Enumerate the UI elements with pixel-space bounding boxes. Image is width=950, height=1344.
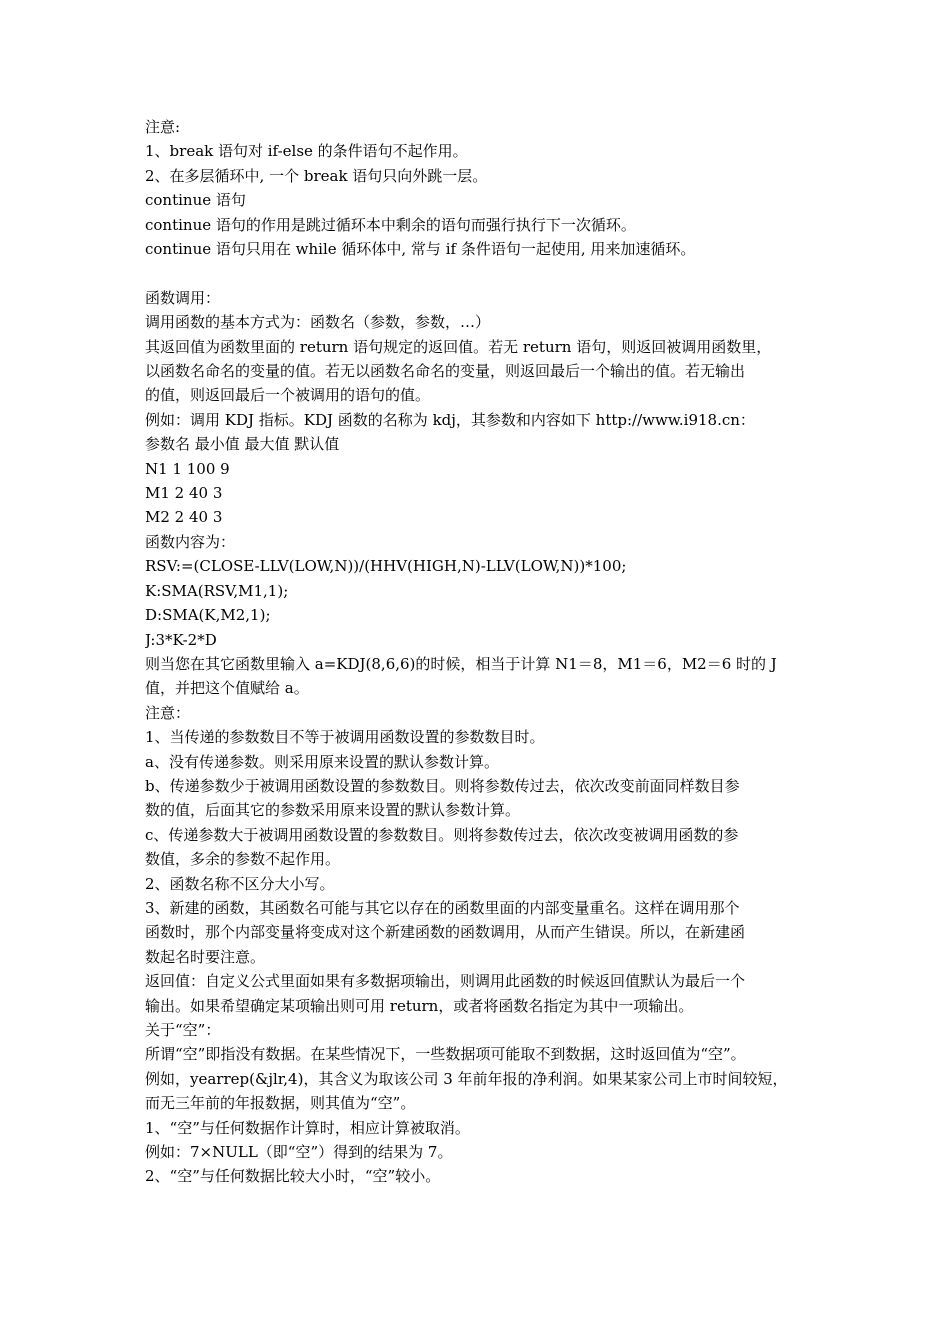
text-line: 1、“空”与任何数据作计算时，相应计算被取消。 (145, 1118, 470, 1137)
text-line: 其返回值为函数里面的 return 语句规定的返回值。若无 return 语句，则返回被调用函数里， (145, 337, 772, 356)
blank-line (145, 261, 813, 285)
text-line: continue 语句只用在 while 循环体中, 常与 if 条件语句一起使用, 用来加速循环。 (145, 240, 696, 259)
param-row: M2 2 40 3 (145, 508, 223, 527)
text-line: continue 语句 (145, 191, 246, 210)
text-line: 返回值：自定义公式里面如果有多数据项输出，则调用此函数的时候返回值默认为最后一个 (145, 972, 746, 991)
text-line: 2、函数名称不区分大小写。 (145, 874, 335, 893)
text-line: 则当您在其它函数里输入 a=KDJ(8,6,6)的时候，相当于计算 N1＝8，M1＝6，M2＝6 时的 J (145, 654, 777, 673)
text-line: c、传递参数大于被调用函数设置的参数数目。则将参数传过去，依次改变被调用函数的参 (145, 825, 739, 844)
text-line: 数值，多余的参数不起作用。 (145, 850, 341, 869)
param-table-header: 参数名 最小值 最大值 默认值 (145, 435, 340, 454)
formula-line: K:SMA(RSV,M1,1); (145, 581, 289, 600)
text-line: 函数内容为： (145, 532, 236, 551)
text-line: b、传递参数少于被调用函数设置的参数数目。则将参数传过去，依次改变前面同样数目参 (145, 776, 740, 795)
text-line: 值，并把这个值赋给 a。 (145, 679, 309, 698)
text-line: 函数时，那个内部变量将变成对这个新建函数的函数调用，从而产生错误。所以，在新建函 (145, 923, 746, 942)
text-line: 的值，则返回最后一个被调用的语句的值。 (145, 386, 431, 405)
text-line: 2、“空”与任何数据比较大小时，“空”较小。 (145, 1167, 441, 1186)
text-line: 2、在多层循环中, 一个 break 语句只向外跳一层。 (145, 166, 488, 185)
text-line: 调用函数的基本方式为：函数名（参数，参数，…） (145, 313, 491, 332)
formula-line: D:SMA(K,M2,1); (145, 606, 271, 625)
text-line: 3、新建的函数，其函数名可能与其它以存在的函数里面的内部变量重名。这样在调用那个 (145, 898, 740, 917)
text-line: 输出。如果希望确定某项输出则可用 return，或者将函数名指定为其中一项输出。 (145, 996, 694, 1015)
formula-line: J:3*K-2*D (145, 630, 217, 649)
formula-line: RSV:=(CLOSE-LLV(LOW,N))/(HHV(HIGH,N)-LLV(LOW,N))*100; (145, 557, 627, 576)
document-body (145, 115, 813, 1189)
text-line: 例如：调用 KDJ 指标。KDJ 函数的名称为 kdj，其参数和内容如下 http://www.i918.cn： (145, 410, 755, 429)
text-line: 所谓“空”即指没有数据。在某些情况下，一些数据项可能取不到数据，这时返回值为“空”。 (145, 1045, 746, 1064)
text-line: 而无三年前的年报数据，则其值为“空”。 (145, 1094, 416, 1113)
text-line: 以函数名命名的变量的值。若无以函数名命名的变量，则返回最后一个输出的值。若无输出 (145, 362, 746, 381)
section-heading: 关于“空”： (145, 1021, 221, 1040)
text-line: 例如：7×NULL（即“空”）得到的结果为 7。 (145, 1143, 453, 1162)
text-line: 数的值，后面其它的参数采用原来设置的默认参数计算。 (145, 801, 521, 820)
text-line: 注意: (145, 118, 181, 136)
text-line: continue 语句的作用是跳过循环本中剩余的语句而强行执行下一次循环。 (145, 215, 636, 234)
section-heading: 函数调用： (145, 288, 221, 307)
param-row: N1 1 100 9 (145, 459, 230, 478)
text-line: 数起名时要注意。 (145, 947, 266, 966)
text-line: a、没有传递参数。则采用原来设置的默认参数计算。 (145, 752, 499, 771)
text-line: 例如，yearrep(&jlr,4)，其含义为取该公司 3 年前年报的净利润。如果某家公司上市时间较短， (145, 1069, 788, 1088)
section-heading: 注意： (145, 703, 191, 722)
text-line: 1、当传递的参数数目不等于被调用函数设置的参数数目时。 (145, 728, 545, 747)
param-row: M1 2 40 3 (145, 484, 223, 503)
text-line: 1、break 语句对 if-else 的条件语句不起作用。 (145, 142, 468, 161)
